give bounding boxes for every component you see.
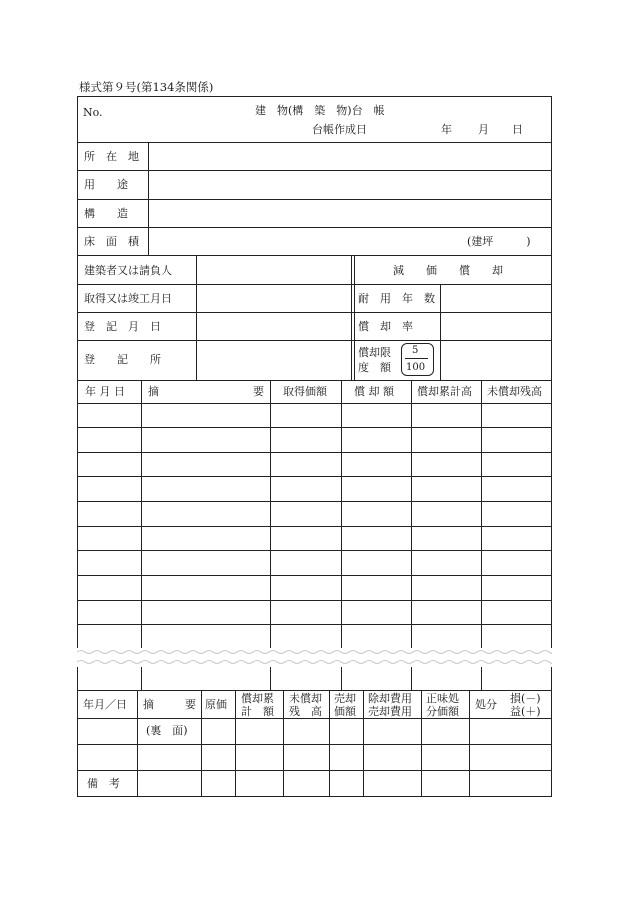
- remarks-field[interactable]: [139, 772, 550, 795]
- back-accum-header-1: 償却累: [241, 692, 274, 705]
- back-net-header-2: 分価額: [426, 705, 459, 718]
- useful-life-label: 耐 用 年 数: [358, 292, 435, 305]
- ledger-accumulated-header: 償却累計高: [417, 385, 472, 398]
- back-gain-header: 益(＋): [510, 705, 541, 718]
- limit-label-1: 償却限: [358, 346, 391, 359]
- useful-life-field[interactable]: [442, 286, 550, 311]
- registry-label: 登 記 所: [84, 353, 161, 366]
- back-loss-header: 損(－): [510, 692, 541, 705]
- limit-field[interactable]: [442, 342, 550, 380]
- created-year-label: 年: [441, 123, 452, 136]
- structure-label: 構 造: [84, 207, 128, 220]
- back-disposal-header: 処分: [475, 698, 497, 711]
- created-day-label: 日: [512, 123, 523, 136]
- ledger-summary-header-right: 要: [253, 385, 264, 398]
- ledger-acquisition-header: 取得価額: [283, 385, 327, 398]
- registry-field[interactable]: [198, 342, 349, 380]
- back-sale-header-2: 価額: [334, 705, 356, 718]
- no-label: No.: [83, 106, 103, 119]
- back-net-header-1: 正味処: [426, 692, 459, 705]
- location-field[interactable]: [150, 144, 550, 169]
- break-wave-lines: [77, 648, 552, 668]
- floor-area-label: 床 面 積: [84, 235, 139, 248]
- back-remain-header-1: 未償却: [289, 692, 322, 705]
- page-break-gap: [77, 648, 552, 668]
- back-summary-header-right: 要: [185, 698, 196, 711]
- acquired-label: 取得又は竣工月日: [84, 292, 172, 305]
- usage-label: 用 途: [84, 178, 128, 191]
- ledger-remaining-header: 未償却残高: [487, 385, 542, 398]
- fraction-denominator: 100: [406, 362, 426, 373]
- tsubo-label: (建坪 ): [467, 235, 531, 248]
- back-sale-header-1: 売却: [334, 692, 356, 705]
- registered-date-label: 登 記 月 日: [84, 320, 161, 333]
- back-cost-header: 原価: [205, 698, 227, 711]
- back-summary-header-left: 摘: [143, 698, 154, 711]
- ledger-date-header: 年 月 日: [85, 385, 125, 398]
- ledger-depreciation-header: 償 却 額: [354, 385, 394, 398]
- back-removal-header-1: 除却費用: [368, 692, 412, 705]
- location-label: 所 在 地: [84, 150, 139, 163]
- depreciation-label: 減 価 償 却: [393, 264, 503, 277]
- ledger-summary-header-left: 摘: [148, 385, 159, 398]
- back-removal-header-2: 売却費用: [368, 705, 412, 718]
- created-date-label: 台帳作成日: [312, 123, 367, 136]
- builder-field[interactable]: [198, 257, 349, 283]
- fraction-numerator: 5: [412, 345, 419, 356]
- created-month-label: 月: [478, 123, 489, 136]
- acquired-field[interactable]: [198, 286, 349, 311]
- limit-label-2: 度 額: [358, 361, 391, 374]
- rate-label: 償 却 率: [358, 320, 413, 333]
- ledger-title: 建 物(構 築 物)台 帳: [255, 104, 385, 117]
- structure-field[interactable]: [150, 201, 550, 226]
- form-title: 様式第９号(第134条関係): [79, 80, 214, 94]
- floor-area-field[interactable]: [150, 229, 450, 254]
- back-accum-header-2: 計 額: [241, 705, 274, 718]
- back-date-header: 年月／日: [83, 698, 127, 711]
- remarks-label: 備 考: [87, 777, 120, 790]
- rate-field[interactable]: [442, 314, 550, 339]
- usage-field[interactable]: [150, 172, 550, 197]
- registered-date-field[interactable]: [198, 314, 349, 339]
- back-side-label: (裏 面): [146, 724, 188, 737]
- created-date-field[interactable]: [380, 118, 430, 134]
- builder-label: 建築者又は請負人: [84, 264, 172, 277]
- back-remain-header-2: 残 高: [289, 705, 322, 718]
